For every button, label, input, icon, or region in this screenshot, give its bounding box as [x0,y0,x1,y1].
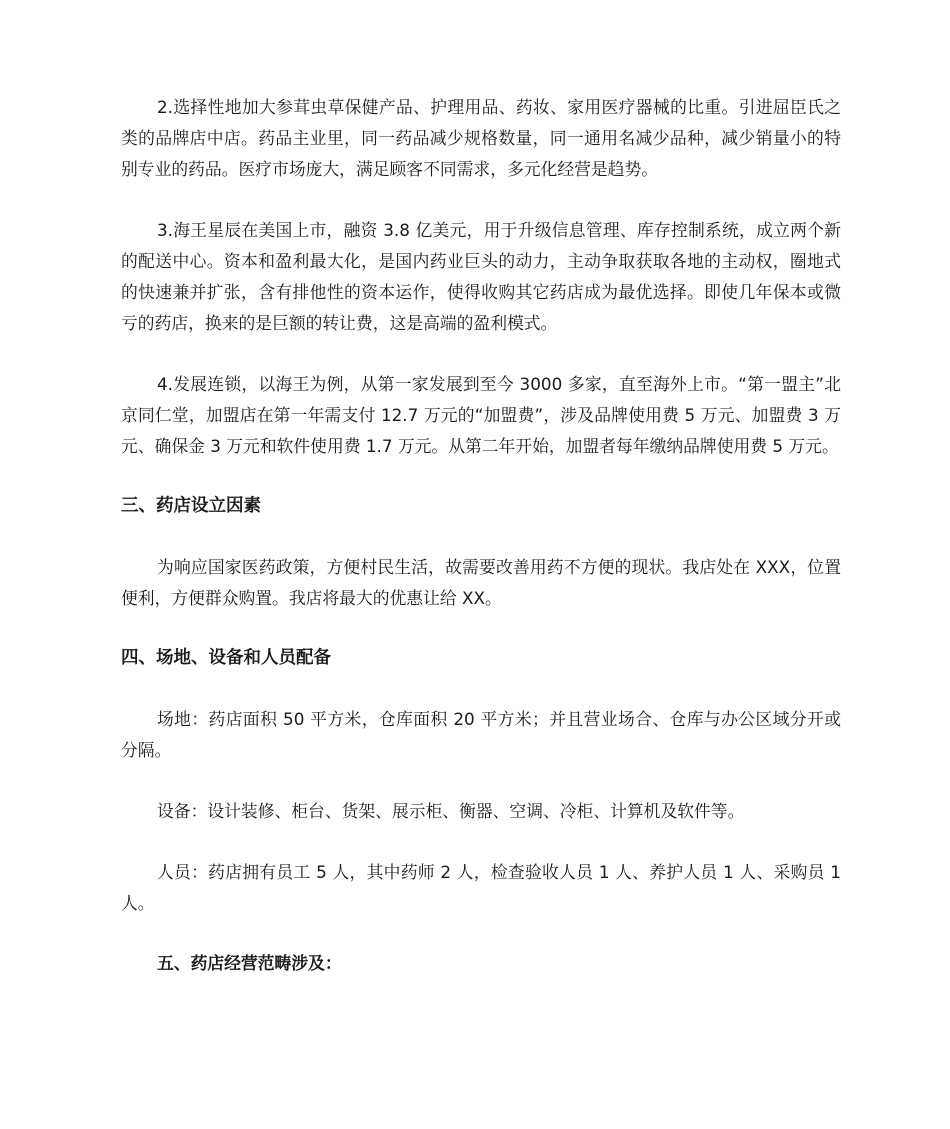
section-4-staff: 人员：药店拥有员工 5 人，其中药师 2 人，检查验收人员 1 人、养护人员 1 人、采购员 1 人。 [121,862,841,913]
section-4-heading: 四、场地、设备和人员配备 [121,648,331,668]
paragraph-capital: 3.海王星辰在美国上市，融资 3.8 亿美元，用于升级信息管理、库存控制系统，成立两个新的配送中心。资本和盈利最大化，是国内药业巨头的动力，主动争取获取各地的主动权，圈地式的快速兼并扩张，含有排他性的资本运作，使得收购其它药店成为最优选择。即使几年保本或微亏的药店，换来的是巨额的转让费，这是高端的盈利模式。 [121,220,841,333]
section-3-heading: 三、药店设立因素 [121,496,261,516]
section-4-site: 场地：药店面积 50 平方米，仓库面积 20 平方米；并且营业场合、仓库与办公区域分开或分隔。 [121,709,841,760]
section-4-equipment: 设备：设计装修、柜台、货架、展示柜、衡器、空调、冷柜、计算机及软件等。 [157,801,745,821]
section-5-heading: 五、药店经营范畴涉及： [157,953,342,973]
paragraph-diversification: 2.选择性地加大参茸虫草保健产品、护理用品、药妆、家用医疗器械的比重。引进屈臣氏之类的品牌店中店。药品主业里，同一药品减少规格数量，同一通用名减少品种，减少销量小的特别专业的药品。医疗市场庞大，满足顾客不同需求，多元化经营是趋势。 [121,97,841,179]
paragraph-chain: 4.发展连锁，以海王为例，从第一家发展到至今 3000 多家，直至海外上市。“第一盟主”北京同仁堂，加盟店在第一年需支付 12.7 万元的“加盟费”，涉及品牌使用费 5 万元、加盟费 3 万元、确保金 3 万元和软件使用费 1.7 万元。从第二年开始，加盟者每年缴纳品牌使用费 5 万元。 [121,374,841,456]
section-3-body: 为响应国家医药政策，方便村民生活，故需要改善用药不方便的现状。我店处在 XXX，位置便利，方便群众购置。我店将最大的优惠让给 XX。 [121,557,841,608]
document-page [121,92,841,979]
